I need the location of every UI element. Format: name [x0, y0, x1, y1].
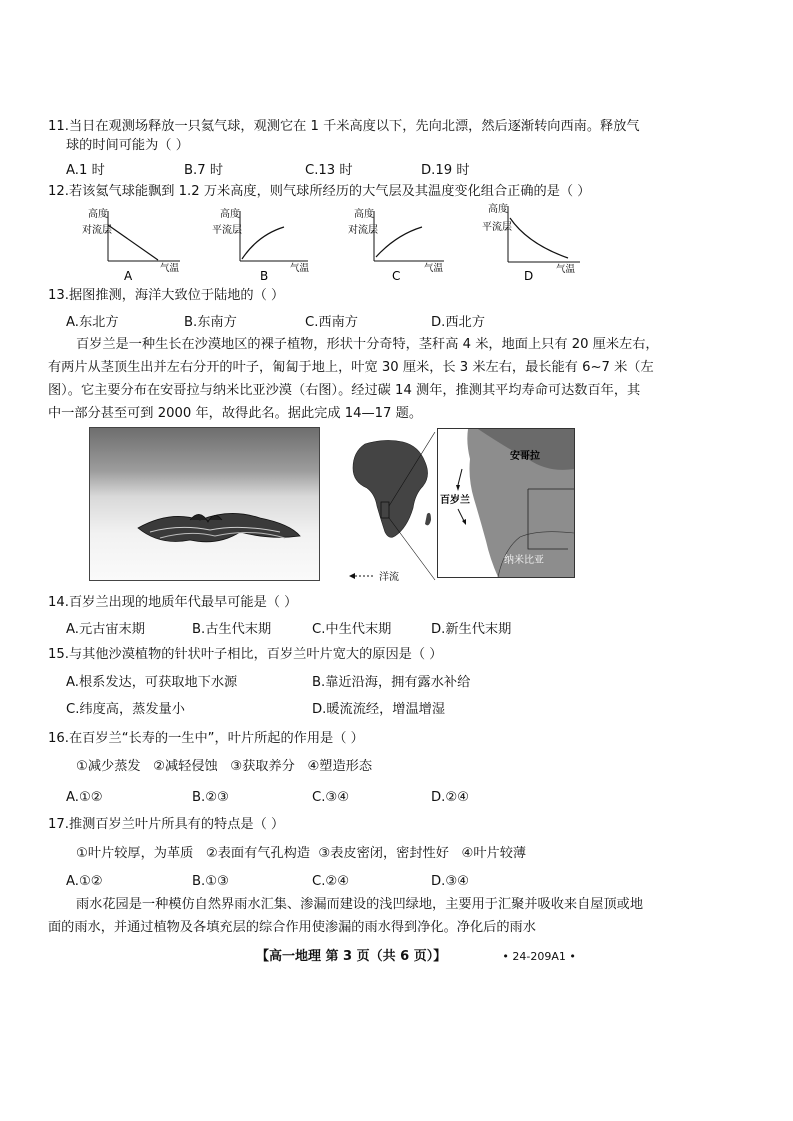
q15-option-d: D.暖流流经，增温增湿: [312, 702, 446, 717]
plant-illustration: [90, 428, 319, 580]
q16-stem: 16.在百岁兰“长寿的一生中”，叶片所起的作用是（ ）: [48, 731, 364, 746]
angola-namibia-map: [437, 428, 575, 578]
graph-d-letter: D: [524, 269, 534, 282]
q13-option-c: C.西南方: [305, 315, 358, 330]
q11-stem-line2: 球的时间可能为（ ）: [66, 138, 189, 153]
q16-option-a: A.①②: [66, 790, 103, 805]
passage1-line3: 图）。它主要分布在安哥拉与纳米比亚沙漠（右图）。经过碳 14 测年，推测其平均寿命可达数百年，其: [48, 383, 641, 398]
q11-option-d: D.19 时: [421, 163, 470, 178]
graph-c-letter: C: [392, 269, 401, 283]
graph-b-letter: B: [260, 269, 269, 283]
q15-option-a: A.根系发达，可获取地下水源: [66, 675, 238, 690]
graph-b-ylabel: 平流层: [212, 225, 242, 236]
q14-option-d: D.新生代末期: [431, 622, 512, 637]
q14-option-a: A.元古宙末期: [66, 622, 145, 637]
map-label-angola: 安哥拉: [510, 451, 540, 462]
graph-a-ylabel-top: 高度: [88, 209, 108, 220]
q15-option-c: C.纬度高，蒸发量小: [66, 702, 185, 717]
graph-d-ylabel: 平流层: [482, 222, 512, 233]
graph-a-curve: [108, 225, 158, 260]
graph-b-ylabel-top: 高度: [220, 209, 240, 220]
passage2-line2: 面的雨水，并通过植物及各填充层的综合作用使渗漏的雨水得到净化。净化后的雨水: [48, 920, 536, 935]
q14-option-b: B.古生代末期: [192, 622, 272, 637]
welwitschia-photo: [89, 427, 320, 581]
graph-c-xlabel: 气温: [424, 263, 444, 274]
q12-graph-a: [78, 205, 188, 283]
q11-option-b: B.7 时: [184, 163, 224, 178]
q15-stem: 15.与其他沙漠植物的针状叶子相比，百岁兰叶片宽大的原因是（ ）: [48, 647, 443, 662]
graph-c-ylabel-top: 高度: [354, 209, 374, 220]
graph-c-ylabel: 对流层: [348, 225, 378, 236]
q13-option-a: A.东北方: [66, 315, 119, 330]
graph-d-xlabel: 气温: [556, 264, 576, 275]
q17-option-c: C.②④: [312, 874, 350, 889]
q16-items: ①减少蒸发 ②减轻侵蚀 ③获取养分 ④塑造形态: [76, 759, 373, 774]
q17-option-d: D.③④: [431, 874, 469, 889]
graph-a-letter: A: [124, 269, 133, 283]
q14-stem: 14.百岁兰出现的地质年代最早可能是（ ）: [48, 595, 298, 610]
passage2-line1: 雨水花园是一种模仿自然界雨水汇集、渗漏而建设的浅凹绿地，主要用于汇聚并吸收来自屋顶或地: [76, 897, 644, 912]
q16-option-c: C.③④: [312, 790, 350, 805]
q17-option-a: A.①②: [66, 874, 103, 889]
q11-stem-line1: 11.当日在观测场释放一只氦气球，观测它在 1 千米高度以下，先向北漂，然后逐渐转向西南。释放气: [48, 119, 640, 134]
q13-stem: 13.据图推测，海洋大致位于陆地的（ ）: [48, 288, 285, 303]
graph-a-xlabel: 气温: [160, 263, 180, 274]
footer-code: • 24-209A1 •: [502, 950, 576, 963]
passage1-line1: 百岁兰是一种生长在沙漠地区的裸子植物，形状十分奇特，茎秆高 4 米，地面上只有 20 厘米左右，: [76, 337, 659, 352]
q11-option-a: A.1 时: [66, 163, 105, 178]
q17-items: ①叶片较厚，为革质 ②表面有气孔构造 ③表皮密闭，密封性好 ④叶片较薄: [76, 846, 527, 861]
africa-continent: [353, 440, 428, 537]
q11-option-c: C.13 时: [305, 163, 353, 178]
africa-inset-map: [345, 432, 437, 582]
graph-b-xlabel: 气温: [290, 263, 310, 274]
graph-c-curve: [376, 227, 422, 257]
q12-graph-c: [344, 205, 454, 283]
q14-option-c: C.中生代末期: [312, 622, 392, 637]
map-label-namibia: 纳米比亚: [504, 555, 544, 566]
graph-a-ylabel: 对流层: [82, 225, 112, 236]
q16-option-d: D.②④: [431, 790, 469, 805]
q17-stem: 17.推测百岁兰叶片所具有的特点是（ ）: [48, 817, 285, 832]
graph-b-curve: [242, 227, 284, 259]
q12-graph-b: [208, 205, 318, 283]
q13-option-d: D.西北方: [431, 315, 485, 330]
q15-option-b: B.靠近沿海，拥有露水补给: [312, 675, 471, 690]
map-label-plant: 百岁兰: [440, 495, 470, 506]
q17-option-b: B.①③: [192, 874, 229, 889]
q16-option-b: B.②③: [192, 790, 229, 805]
passage1-line2: 有两片从茎顶生出并左右分开的叶子，匍匐于地上，叶宽 30 厘米，长 3 米左右，最长能有 6~7 米（左: [48, 360, 654, 375]
graph-d-curve: [510, 218, 568, 258]
q13-option-b: B.东南方: [184, 315, 237, 330]
passage1-line4: 中一部分甚至可到 2000 年，故得此名。据此完成 14—17 题。: [48, 406, 423, 421]
graph-d-ylabel-top: 高度: [488, 204, 508, 215]
page-footer: [256, 945, 576, 964]
q12-graph-d: [478, 200, 588, 282]
footer-page-info: 【高一地理 第 3 页（共 6 页）】: [256, 949, 447, 964]
q12-stem: 12.若该氦气球能飘到 1.2 万米高度，则气球所经历的大气层及其温度变化组合正确的是（ ）: [48, 184, 591, 199]
legend-current-label: 洋流: [379, 572, 399, 582]
